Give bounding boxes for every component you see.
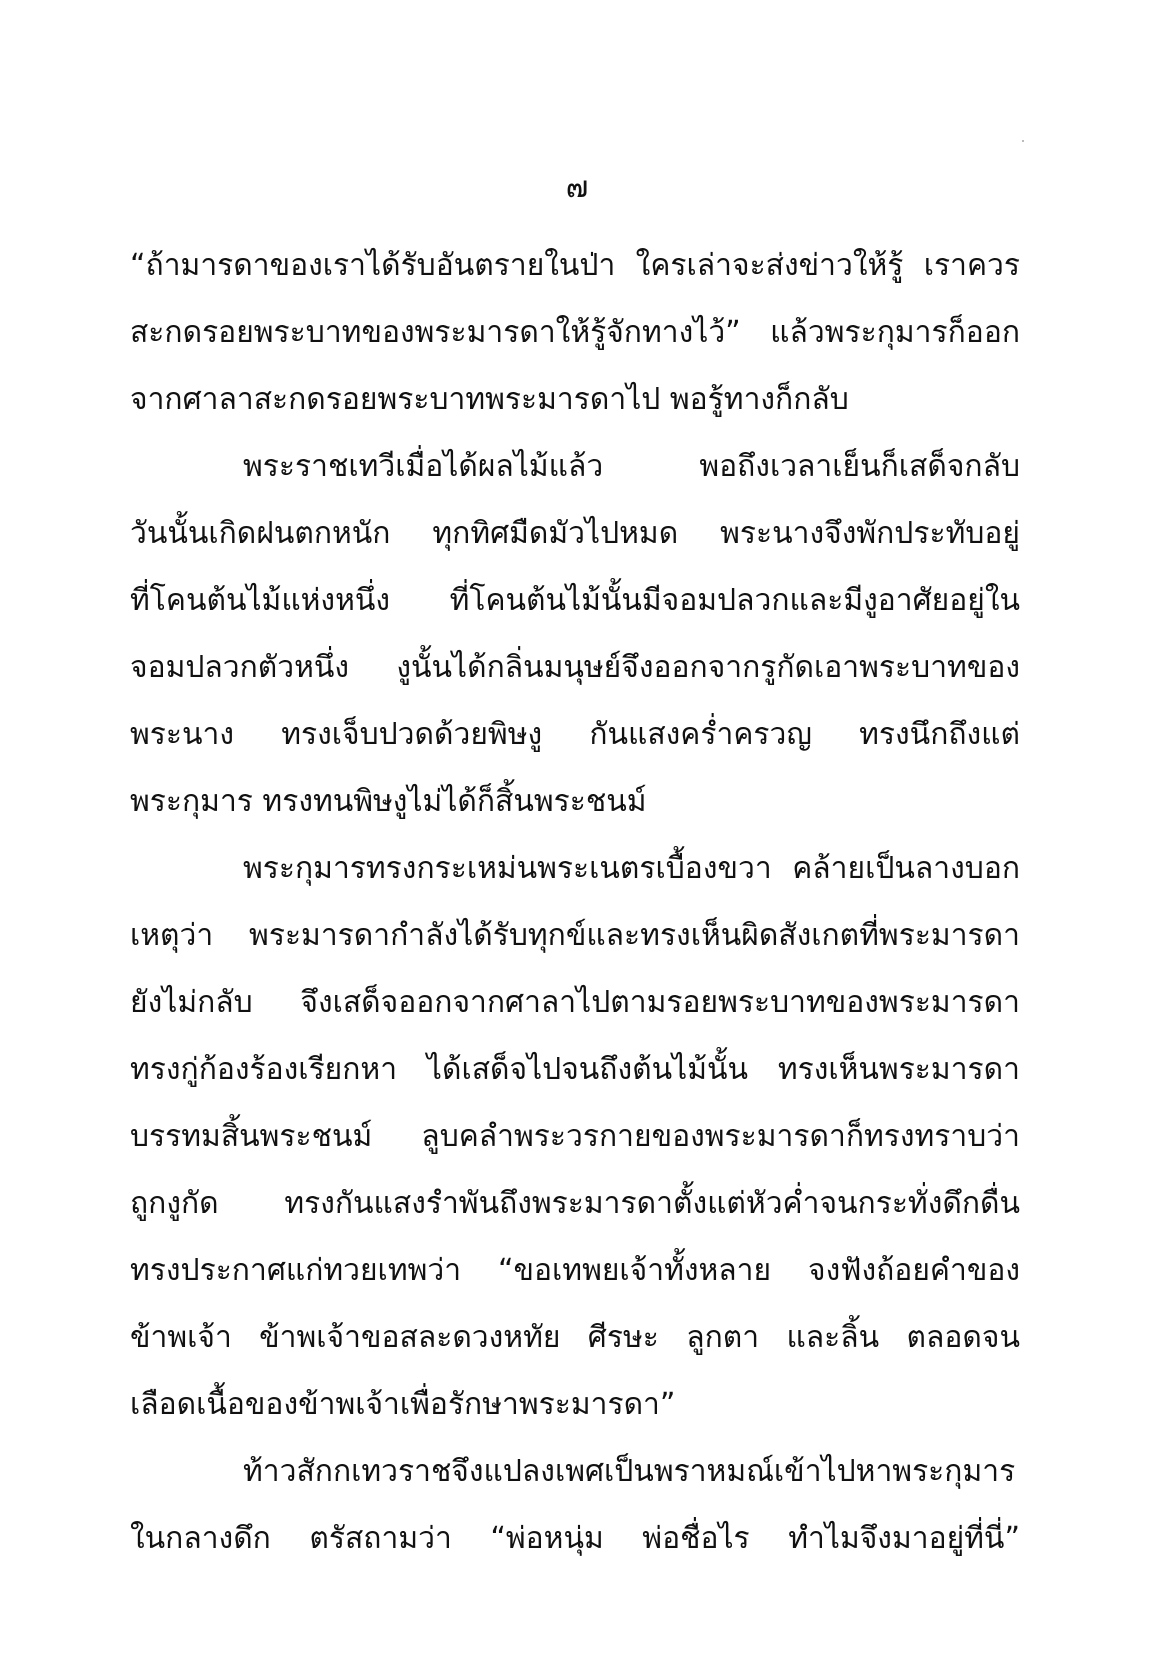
text-line: บรรทมสิ้นพระชนม์ ลูบคลำพระวรกายของพระมารดาก็ทรงทราบว่า	[130, 1119, 1020, 1154]
text-line: จากศาลาสะกดรอยพระบาทพระมารดาไป พอรู้ทางก็กลับ	[130, 382, 849, 417]
text-line: พระกุมารทรงกระเหม่นพระเนตรเบื้องขวา คล้ายเป็นลางบอก	[243, 851, 1020, 886]
text-line: พระกุมาร ทรงทนพิษงูไม่ได้ก็สิ้นพระชนม์	[130, 784, 647, 819]
text-line: ท้าวสักกเทวราชจึงแปลงเพศเป็นพราหมณ์เข้าไปหาพระกุมาร	[243, 1454, 1016, 1489]
text-line: พระนาง ทรงเจ็บปวดด้วยพิษงู กันแสงคร่ำครวญ ทรงนึกถึงแต่	[130, 717, 1020, 752]
text-line: จอมปลวกตัวหนึ่ง งูนั้นได้กลิ่นมนุษย์จึงออกจากรูกัดเอาพระบาทของ	[130, 650, 1020, 685]
text-line: ข้าพเจ้า ข้าพเจ้าขอสละดวงหทัย ศีรษะ ลูกตา และลิ้น ตลอดจน	[130, 1320, 1020, 1355]
text-line: ที่โคนต้นไม้แห่งหนึ่ง ที่โคนต้นไม้นั้นมีจอมปลวกและมีงูอาศัยอยู่ใน	[130, 583, 1020, 618]
text-line: เหตุว่า พระมารดากำลังได้รับทุกข์และทรงเห็นผิดสังเกตที่พระมารดา	[130, 918, 1020, 953]
text-line: ในกลางดึก ตรัสถามว่า “พ่อหนุ่ม พ่อชื่อไร ทำไมจึงมาอยู่ที่นี่”	[130, 1521, 1020, 1556]
text-line: ทรงกู่ก้องร้องเรียกหา ได้เสด็จไปจนถึงต้นไม้นั้น ทรงเห็นพระมารดา	[130, 1052, 1020, 1087]
text-line: พระราชเทวีเมื่อได้ผลไม้แล้ว พอถึงเวลาเย็นก็เสด็จกลับ	[243, 449, 1020, 484]
text-line: สะกดรอยพระบาทของพระมารดาให้รู้จักทางไว้” แล้วพระกุมารก็ออก	[130, 315, 1020, 350]
text-line: ทรงประกาศแก่ทวยเทพว่า “ขอเทพยเจ้าทั้งหลาย จงฟังถ้อยคำของ	[130, 1253, 1020, 1288]
text-line: เลือดเนื้อของข้าพเจ้าเพื่อรักษาพระมารดา”	[130, 1387, 676, 1422]
page-number: ๗	[565, 170, 589, 205]
body-text	[130, 232, 1020, 1572]
scan-speck	[1022, 140, 1024, 142]
text-line: วันนั้นเกิดฝนตกหนัก ทุกทิศมืดมัวไปหมด พระนางจึงพักประทับอยู่	[130, 516, 1020, 551]
text-line: ยังไม่กลับ จึงเสด็จออกจากศาลาไปตามรอยพระบาทของพระมารดา	[130, 985, 1020, 1020]
text-line: “ถ้ามารดาของเราได้รับอันตรายในป่า ใครเล่าจะส่งข่าวให้รู้ เราควร	[130, 248, 1020, 283]
text-line: ถูกงูกัด ทรงกันแสงรำพันถึงพระมารดาตั้งแต่หัวค่ำจนกระทั่งดึกดื่น	[130, 1186, 1020, 1221]
